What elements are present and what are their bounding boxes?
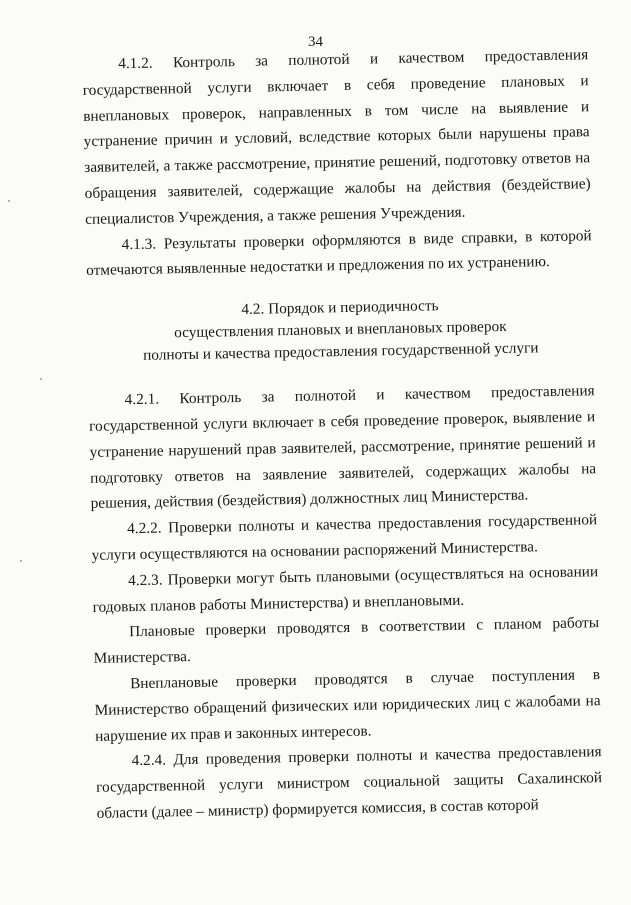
scan-speck (20, 560, 22, 562)
page-number: 34 (308, 34, 323, 50)
paragraph-4-2-3: 4.2.3. Проверки могут быть плановыми (осуществляться на основании годовых планов работы Министерства) и внеплановыми. (92, 562, 599, 616)
paragraph-4-1-2: 4.1.2. Контроль за полнотой и качеством предоставления государственной услуги включает в себя проведение плановых и внеплановых проверок, направленных в том числе на выявление и устранение причин и условий, вследствие которых были нарушены права заявителей, а также рассмотрение, принятие решений, подготовку ответов на обращения заявителей, содержащие жалобы на действия (бездействие) специалистов Учреждения, а также решения Учреждения. (82, 46, 591, 228)
paragraph-unplanned-checks: Внеплановые проверки проводятся в случае поступления в Министерство обращений физических или юридических лиц с жалобами на нарушение их прав и законных интересов. (94, 666, 601, 745)
paragraph-4-2-1: 4.2.1. Контроль за полнотой и качеством предоставления государственной услуги включает в себя проведение проверок, выявление и устранение нарушений прав заявителей, рассмотрение, принятие решений и подготовку ответов на заявление заявителей, содержащих жалобы на решения, действия (бездействия) должностных лиц Министерства. (89, 382, 597, 513)
paragraph-4-2-4: 4.2.4. Для проведения проверки полноты и качества предоставления государственной услуги министром социальной защиты Сахалинской области (далее – министр) формируется комиссия, в состав которой (95, 743, 603, 822)
section-heading-4-2 (87, 292, 594, 368)
heading-line-3: полноты и качества предоставления государственной услуги (142, 339, 539, 365)
document-body (82, 42, 603, 826)
paragraph-planned-checks: Плановые проверки проводятся в соответствии с планом работы Министерства. (93, 614, 600, 668)
heading-line-2: осуществления плановых и внеплановых проверок (173, 318, 507, 342)
paragraph-4-2-2: 4.2.2. Проверки полноты и качества предоставления государственной услуги осуществляются на основании распоряжений Министерства. (91, 511, 598, 564)
scan-speck (8, 200, 10, 202)
heading-line-1: 4.2. Порядок и периодичность (241, 297, 439, 319)
paragraph-4-1-3: 4.1.3. Результаты проверки оформляются в виде справки, в которой отмечаются выявленные недостатки и предложения по их устранению. (86, 226, 592, 280)
scan-speck (40, 378, 42, 380)
